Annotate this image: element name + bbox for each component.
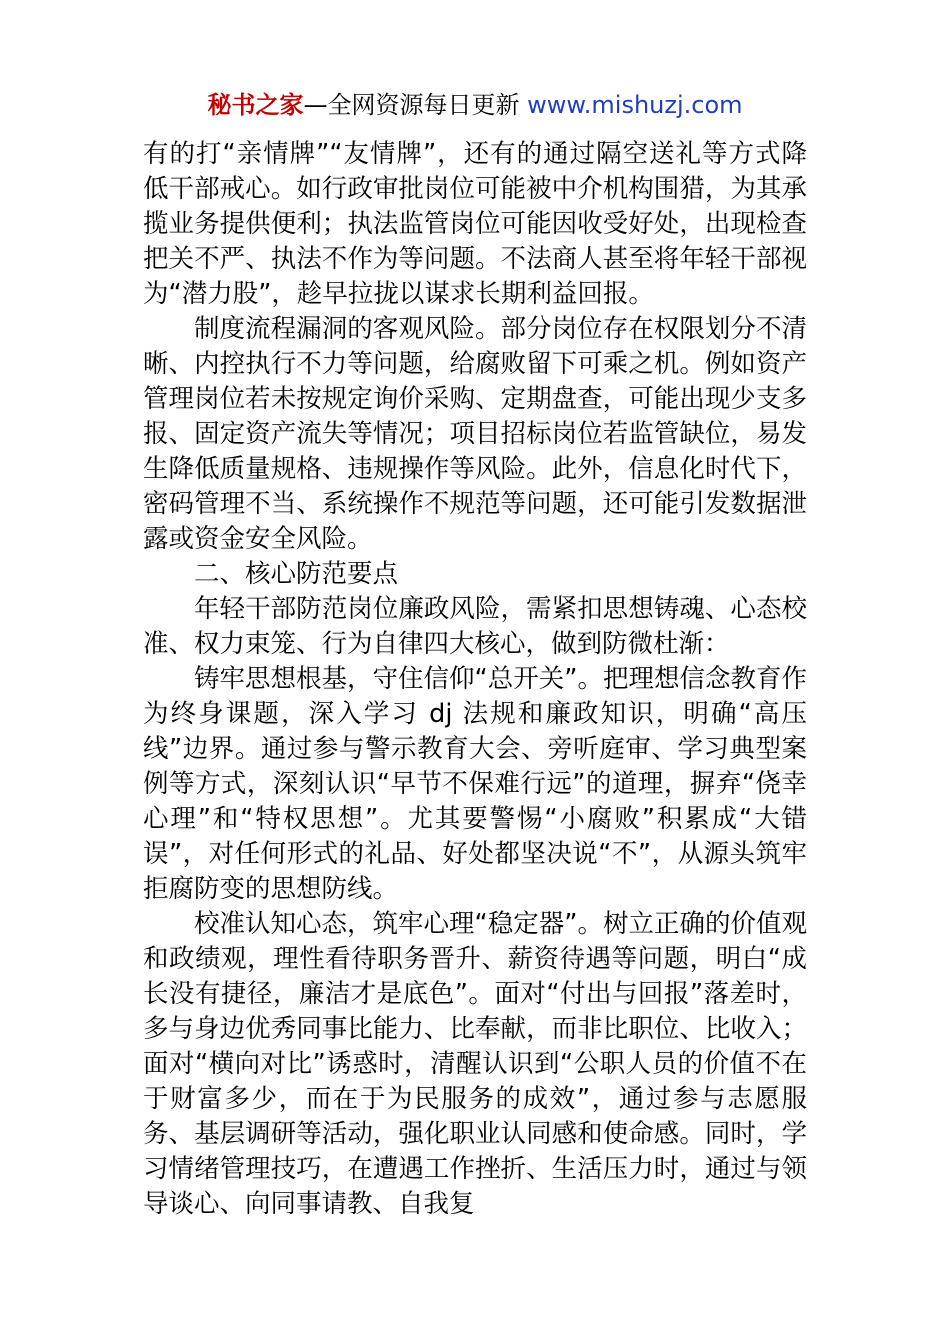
paragraph-5: 校准认知心态，筑牢心理“稳定器”。树立正确的价值观和政绩观，理性看待职务晋升、薪资待遇等问题，明白“成长没有捷径，廉洁才是底色”。面对“付出与回报”落差时，多与身边优秀同事比能力、比奉献，而非比职位、比收入；面对“横向对比”诱惑时，清醒认识到“公职人员的价值不在于财富多少，而在于为民服务的成效”，通过参与志愿服务、基层调研等活动，强化职业认同感和使命感。同时，学习情绪管理技巧，在遭遇工作挫折、生活压力时，通过与领导谈心、向同事请教、自我复 xyxy=(143,909,807,1219)
document-body xyxy=(143,137,807,1222)
paragraph-4: 铸牢思想根基，守住信仰“总开关”。把理想信念教育作为终身课题，深入学习 dj 法规和廉政知识，明确“高压线”边界。通过参与警示教育大会、旁听庭审、学习典型案例等方式，深刻认识“早节不保难行远”的道理，摒弃“侥幸心理”和“特权思想”。尤其要警惕“小腐败”积累成“大错误”，对任何形式的礼品、好处都坚决说“不”，从源头筑牢拒腐防变的思想防线。 xyxy=(143,664,807,904)
header-tagline: —全网资源每日更新 xyxy=(303,91,528,119)
section-heading: 二、核心防范要点 xyxy=(194,559,399,589)
paragraph-3: 年轻干部防范岗位廉政风险，需紧扣思想铸魂、心态校准、权力束笼、行为自律四大核心，做到防微杜渐： xyxy=(143,594,807,659)
paragraph-1: 有的打“亲情牌”“友情牌”，还有的通过隔空送礼等方式降低干部戒心。如行政审批岗位可能被中介机构围猎，为其承揽业务提供便利；执法监管岗位可能因收受好处，出现检查把关不严、执法不作为等问题。不法商人甚至将年轻干部视为“潜力股”，趁早拉拢以谋求长期利益回报。 xyxy=(143,139,807,309)
site-url-link[interactable]: www.mishuzj.com xyxy=(527,91,743,119)
paragraph-2: 制度流程漏洞的客观风险。部分岗位存在权限划分不清晰、内控执行不力等问题，给腐败留下可乘之机。例如资产管理岗位若未按规定询价采购、定期盘查，可能出现少支多报、固定资产流失等情况；项目招标岗位若监管缺位，易发生降低质量规格、违规操作等风险。此外，信息化时代下，密码管理不当、系统操作不规范等问题，还可能引发数据泄露或资金安全风险。 xyxy=(143,314,807,554)
site-brand: 秘书之家 xyxy=(207,91,304,119)
page-header xyxy=(0,89,950,121)
